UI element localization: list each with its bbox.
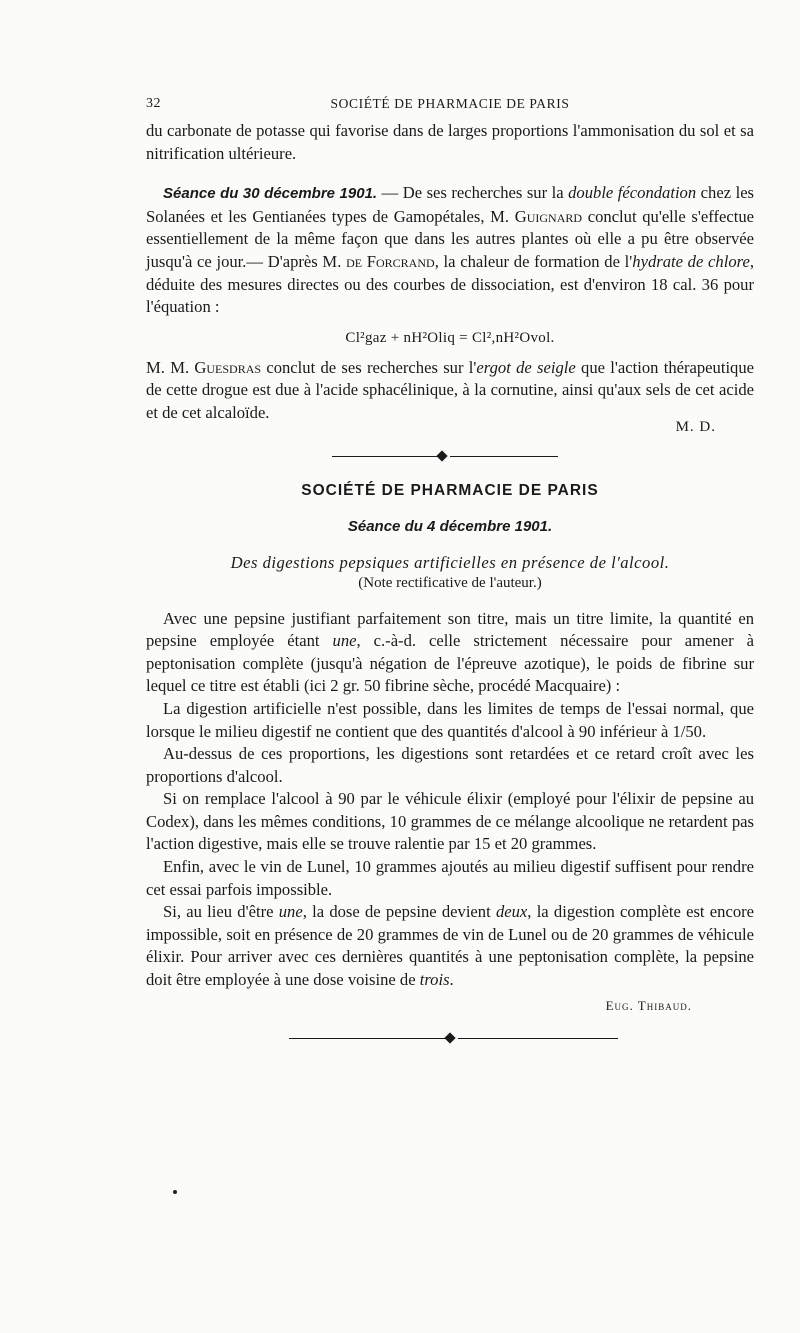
text-run: , la chaleur de formation de l' — [434, 251, 633, 271]
italic-run: hydrate de chlore — [632, 251, 750, 271]
signature-md: M. D. — [675, 418, 716, 435]
text-run: Si, au lieu d'être — [163, 902, 279, 922]
italic-run: double fécondation — [568, 183, 697, 203]
body-paragraph-2: La digestion artificielle n'est possible, dans les limites de temps de l'essai normal, que lorsque le milieu digestif ne contient que des quantités d'alcool à 90 inférieur à 1/50. — [146, 698, 754, 741]
text-run: M. M. — [146, 357, 195, 377]
author-name: de Forcrand — [346, 251, 435, 271]
section-divider — [146, 446, 754, 468]
page-number: 32 — [146, 96, 161, 111]
seance-4-title: Séance du 4 décembre 1901. — [347, 517, 553, 535]
page-speck — [173, 1190, 177, 1194]
text-run: , la dose de pepsine devient — [302, 902, 496, 922]
text-run: conclut qu'elle s'effectue essentiellement de la même façon que dans les autres plantes où elle a pu être observée jusqu'à ce jour.— D'après M. — [146, 206, 754, 271]
author-name: Guignard — [514, 206, 583, 226]
guesdras-paragraph — [146, 357, 754, 425]
body-paragraph-5: Enfin, avec le vin de Lunel, 10 grammes ajoutés au milieu digestif suffisent pour rendre cet essai parfois impossible. — [146, 857, 754, 899]
equation: Cl²gaz + nH²Oliq = Cl²,nH²Ovol. — [345, 329, 555, 346]
body-paragraph-1 — [146, 608, 754, 698]
signature-thibaud: Eug. Thibaud. — [605, 997, 692, 1013]
running-head — [146, 96, 754, 120]
running-title: SOCIÉTÉ DE PHARMACIE DE PARIS — [330, 96, 570, 111]
author-name: Guesdras — [194, 357, 262, 377]
italic-run: deux — [495, 902, 528, 922]
text-run: chez les Solanées et les Gentianées types de Gamopétales, M. — [146, 183, 755, 226]
text-run: , c.-à-d. celle strictement nécessaire pour amener à peptonisation complète (jusqu'à négation de l'épreuve azotique), le poids de fibrine sur lequel ce titre est établi (ici 2 gr. 50 fibrine sèche, procédé Macquaire) : — [146, 631, 754, 696]
text-run: que l'action thérapeutique de cette drogue est due à l'acide sphacélinique, à la cornutine, ainsi qu'aux sels de cet acide et de cet alcaloïde. — [146, 357, 755, 422]
italic-run: ergot de seigle — [476, 357, 576, 377]
article-title: Des digestions pepsiques artificielles en présence de l'alcool. — [230, 552, 670, 572]
text-run: . — [449, 970, 454, 990]
seance-30-paragraph — [146, 182, 754, 319]
body-paragraph-6 — [146, 901, 754, 991]
section-title: SOCIÉTÉ DE PHARMACIE DE PARIS — [301, 481, 599, 499]
body-paragraph-3: Au-dessus de ces proportions, les digestions sont retardées et ce retard croît avec les proportions d'alcool. — [146, 744, 754, 786]
italic-run: trois — [419, 970, 450, 990]
text-run: conclut de ses recherches sur l' — [261, 357, 477, 377]
body-paragraph-4: Si on remplace l'alcool à 90 par le véhicule élixir (employé pour l'élixir de pepsine au Codex), dans les mêmes conditions, 10 grammes de ce mélange alcoolique ne retardent pas l'action digestive, mais elle se trouve ralentie par 15 et 20 grammes. — [146, 789, 754, 854]
opening-paragraph: du carbonate de potasse qui favorise dans de larges proportions l'ammonisation du sol et sa nitrification ultérieure. — [146, 121, 754, 163]
text-run: Avec une pepsine justifiant parfaitement son titre, mais un titre limite, la quantité en pepsine employée étant — [146, 608, 754, 651]
article-note: (Note rectificative de l'auteur.) — [358, 574, 542, 591]
text-run: — De ses recherches sur la — [377, 183, 569, 203]
text-run: , déduite des mesures directes ou des courbes de dissociation, est d'environ 18 cal. 36 pour l'équation : — [146, 251, 754, 317]
italic-run: une — [332, 631, 357, 651]
text-run: , la digestion complète est encore impossible, soit en présence de 20 grammes de vin de Lunel ou de 20 grammes de véhicule élixir. Pour arriver avec ces dernières quantités à une peptonisation complète, la pepsine doit être employée à une dose voisine de — [146, 902, 755, 990]
end-divider — [146, 1028, 754, 1050]
page — [146, 96, 754, 1064]
italic-run: une — [278, 902, 303, 922]
seance-30-title: Séance du 30 décembre 1901. — [163, 185, 378, 203]
